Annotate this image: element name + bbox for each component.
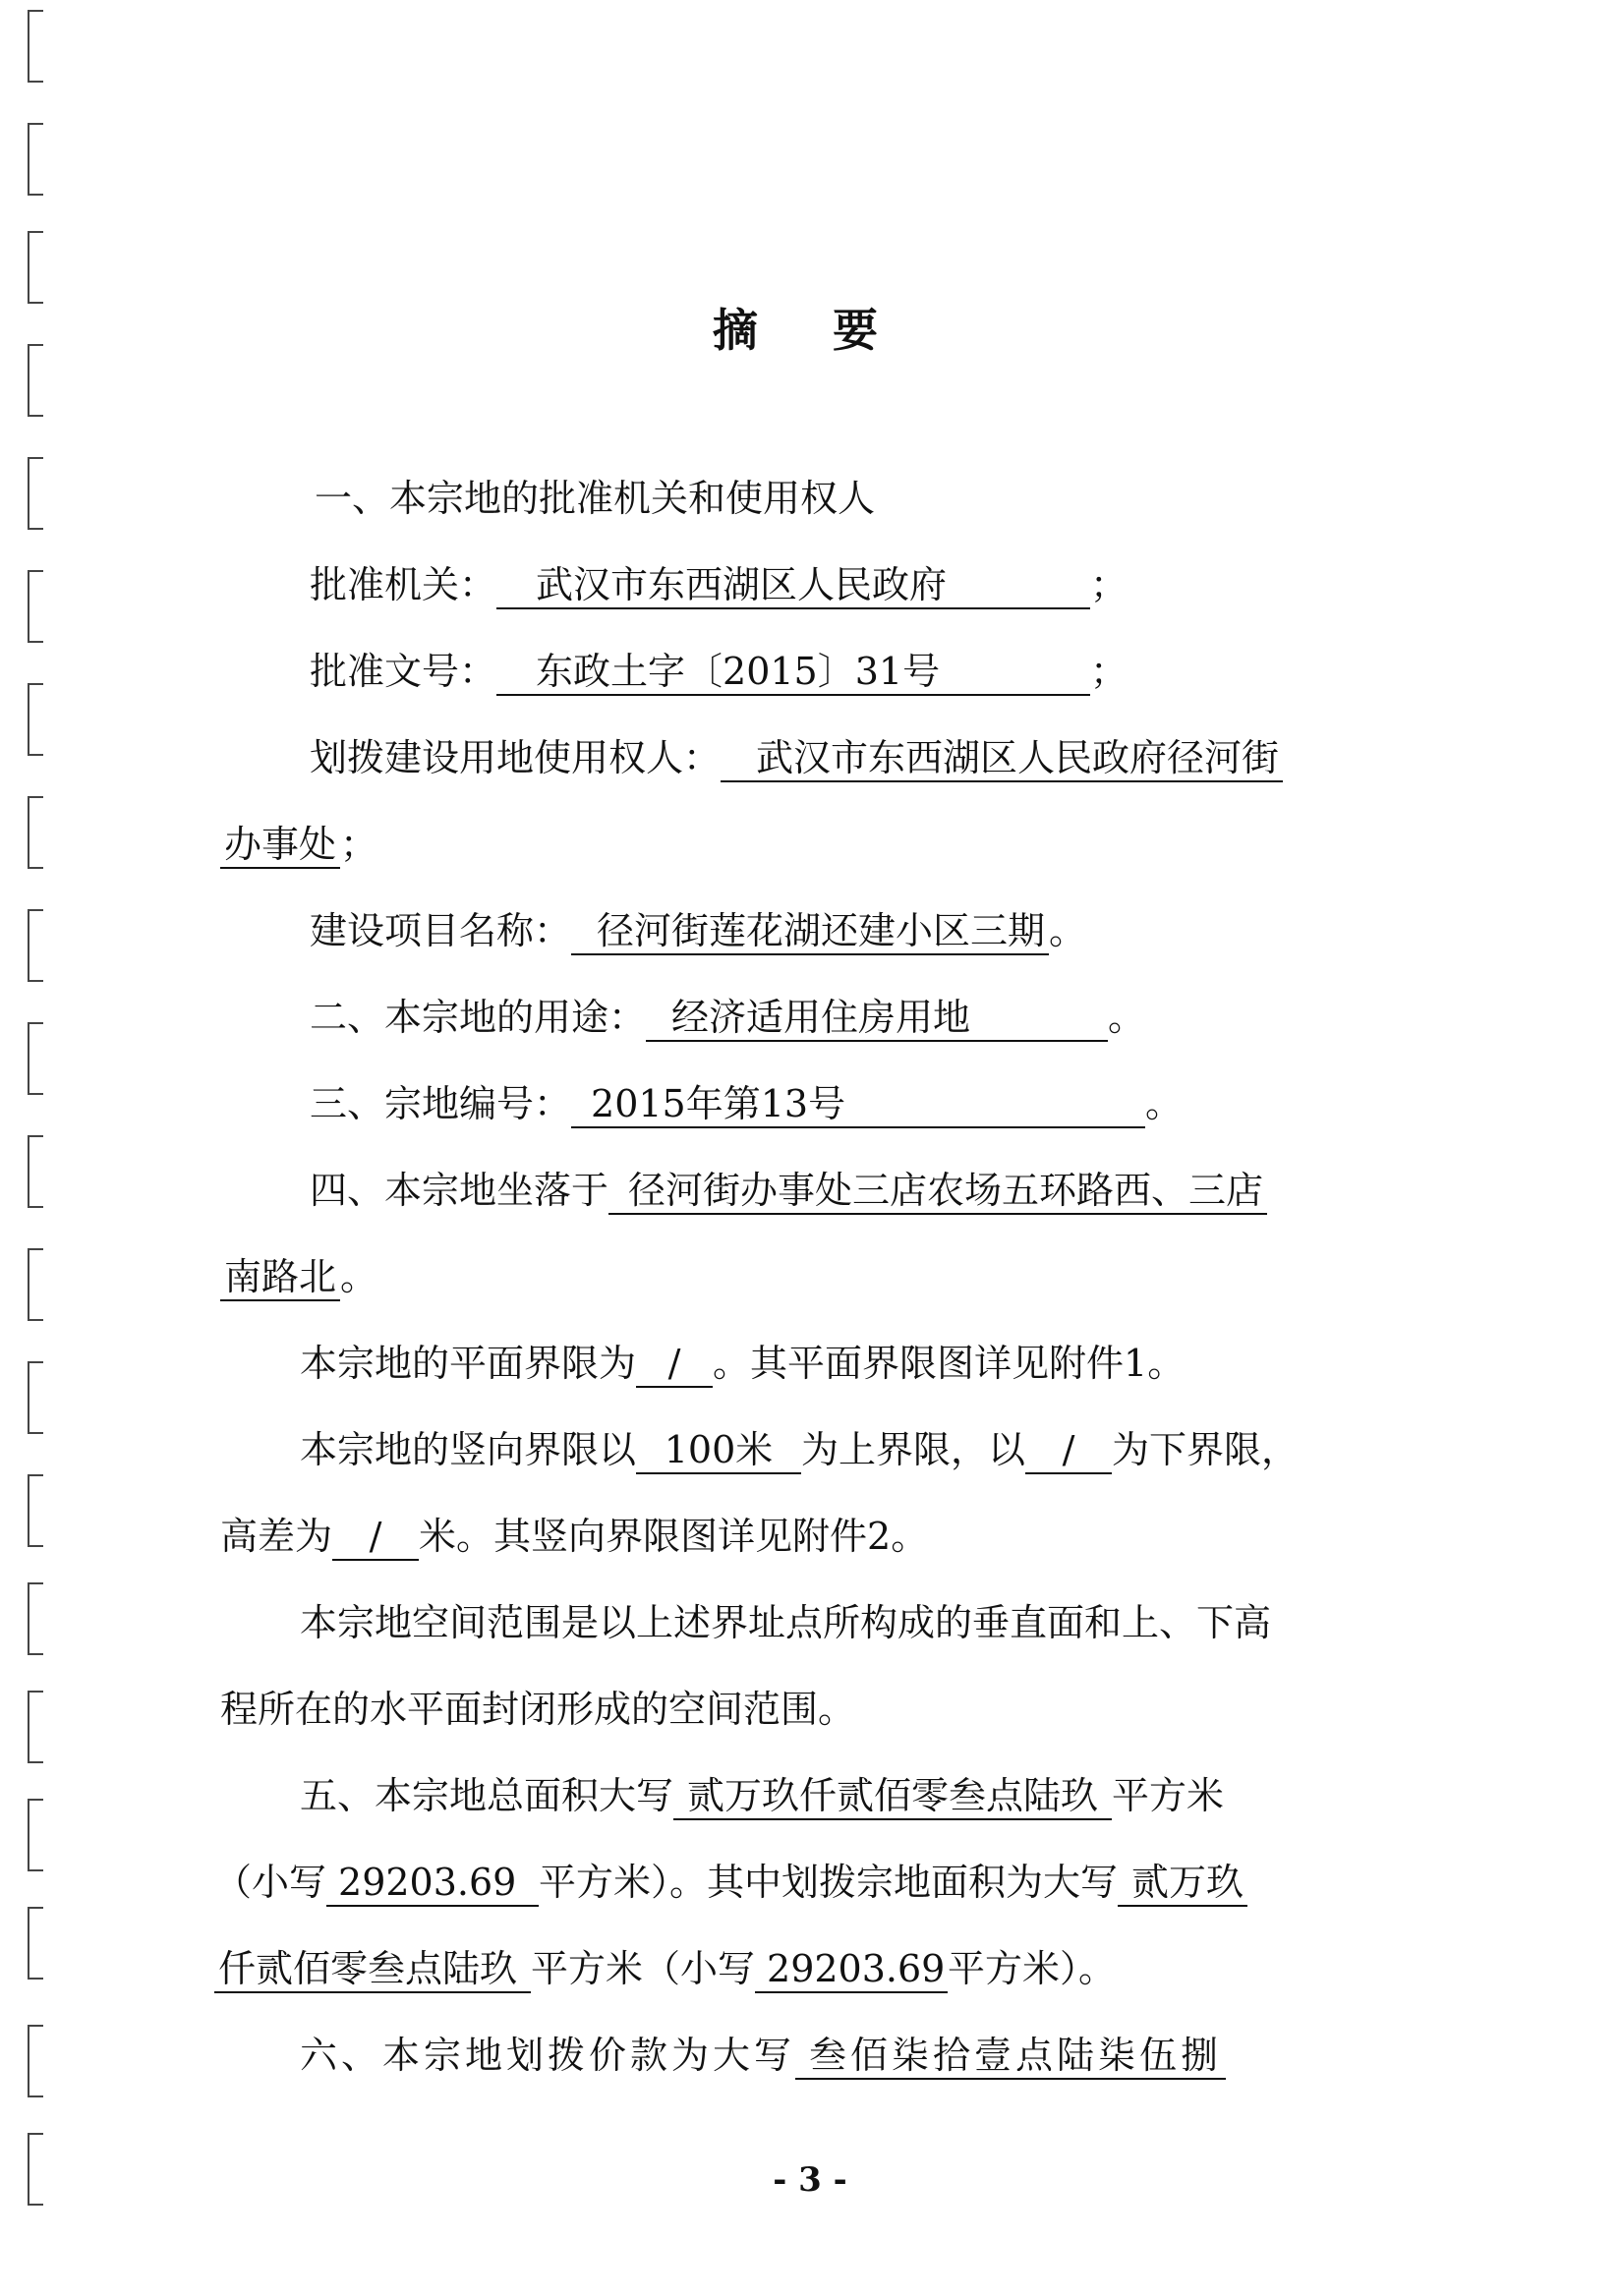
- binding-mark: [28, 1691, 43, 1763]
- location-line-2: [220, 1252, 377, 1301]
- binding-mark: [28, 1248, 43, 1321]
- space-range-line-2: [220, 1685, 855, 1734]
- text: 五、本宗地总面积大写: [300, 1774, 674, 1817]
- location-line: [310, 1166, 1267, 1215]
- text: （小写: [214, 1861, 327, 1904]
- punct: 。: [1108, 996, 1146, 1039]
- binding-mark: [28, 2025, 43, 2097]
- total-area-lower-value: 29203.69: [326, 1860, 539, 1907]
- section-1-heading: [315, 474, 875, 523]
- text: 平方米）。: [948, 1947, 1117, 1990]
- punct: ；: [1090, 563, 1128, 606]
- approval-org-line: [310, 560, 1128, 609]
- user-line-2: [220, 820, 377, 869]
- binding-mark: [28, 1022, 43, 1095]
- alloc-area-lower-value: 29203.69: [755, 1946, 948, 1993]
- text: 米。其竖向界限图详见附件2。: [419, 1515, 929, 1558]
- text: 。其平面界限图详见附件1。: [713, 1342, 1186, 1385]
- parcel-no-value: 2015年第13号: [571, 1081, 1145, 1128]
- vertical-boundary-line: [300, 1425, 1299, 1474]
- binding-mark: [28, 1474, 43, 1547]
- area-line-3: [214, 1944, 1116, 1993]
- page-title: 摘 要: [712, 304, 907, 357]
- binding-mark: [28, 1361, 43, 1434]
- text: 平方米（小写: [531, 1947, 756, 1990]
- text: 本宗地的竖向界限以: [300, 1428, 637, 1471]
- usage-value: 经济适用住房用地: [646, 995, 1108, 1042]
- punct: ；: [1090, 650, 1128, 693]
- field-label: 建设项目名称：: [310, 909, 572, 952]
- project-line: [310, 906, 1086, 955]
- approval-org-value: 武汉市东西湖区人民政府: [496, 562, 1090, 609]
- plane-boundary-line: [300, 1339, 1185, 1388]
- approval-doc-line: [310, 647, 1128, 696]
- binding-mark: [28, 10, 43, 83]
- text: 高差为: [220, 1515, 333, 1558]
- approval-doc-value: 东政土字〔2015〕31号: [496, 649, 1090, 696]
- punct: 。: [1145, 1082, 1184, 1125]
- text: 为下界限，: [1112, 1428, 1300, 1471]
- binding-mark: [28, 909, 43, 982]
- plane-boundary-value: /: [636, 1341, 713, 1388]
- binding-mark: [28, 1135, 43, 1208]
- binding-mark: [28, 1582, 43, 1655]
- parcel-no-line: [310, 1079, 1183, 1128]
- alloc-area-upper-value: 贰万玖: [1118, 1860, 1247, 1907]
- binding-mark: [28, 1907, 43, 1980]
- section-heading-text: 一、本宗地的批准机关和使用权人: [315, 477, 876, 520]
- text: 平方米: [1112, 1774, 1225, 1817]
- field-label: 四、本宗地坐落于: [310, 1169, 609, 1212]
- location-value-cont: 南路北: [220, 1254, 340, 1301]
- field-label: 三、宗地编号：: [310, 1082, 572, 1125]
- page-number: - 3 -: [773, 2160, 847, 2200]
- space-range-line: [300, 1598, 1271, 1647]
- binding-mark: [28, 796, 43, 869]
- text: 为上界限，以: [801, 1428, 1026, 1471]
- field-label: 二、本宗地的用途：: [310, 996, 647, 1039]
- text: 平方米）。其中划拨宗地面积为大写: [539, 1861, 1119, 1904]
- location-value: 径河街办事处三店农场五环路西、三店: [608, 1168, 1267, 1215]
- binding-mark: [28, 683, 43, 756]
- alloc-area-upper-value-cont: 仟贰佰零叁点陆玖: [214, 1946, 531, 1993]
- field-label: 批准文号：: [310, 650, 497, 693]
- binding-mark: [28, 231, 43, 304]
- punct: 。: [340, 1255, 378, 1298]
- lower-limit-value: /: [1025, 1427, 1112, 1474]
- vertical-boundary-line-2: [220, 1512, 928, 1561]
- text: 本宗地空间范围是以上述界址点所构成的垂直面和上、下高: [300, 1601, 1272, 1644]
- total-area-upper-value: 贰万玖仟贰佰零叁点陆玖: [673, 1773, 1112, 1820]
- usage-line: [310, 993, 1145, 1042]
- text: 本宗地的平面界限为: [300, 1342, 637, 1385]
- field-label: 划拨建设用地使用权人：: [310, 736, 722, 779]
- text: 程所在的水平面封闭形成的空间范围。: [220, 1688, 856, 1731]
- price-line: [300, 2031, 1226, 2080]
- punct: 。: [1049, 909, 1087, 952]
- binding-mark: [28, 1799, 43, 1871]
- user-value-cont: 办事处: [220, 822, 340, 869]
- field-label: 批准机关：: [310, 563, 497, 606]
- text: 六、本宗地划拨价款为大写: [300, 2034, 796, 2077]
- project-value: 径河街莲花湖还建小区三期: [571, 908, 1049, 955]
- punct: ；: [340, 823, 378, 866]
- price-upper-value: 叁佰柒拾壹点陆柒伍捌: [795, 2033, 1226, 2080]
- binding-mark: [28, 457, 43, 530]
- user-value: 武汉市东西湖区人民政府径河街: [721, 735, 1283, 782]
- user-line: [310, 733, 1283, 782]
- binding-mark: [28, 123, 43, 196]
- upper-limit-value: 100米: [636, 1427, 801, 1474]
- area-line: [300, 1771, 1224, 1820]
- height-diff-value: /: [332, 1514, 419, 1561]
- area-line-2: [214, 1858, 1247, 1907]
- binding-mark: [28, 570, 43, 643]
